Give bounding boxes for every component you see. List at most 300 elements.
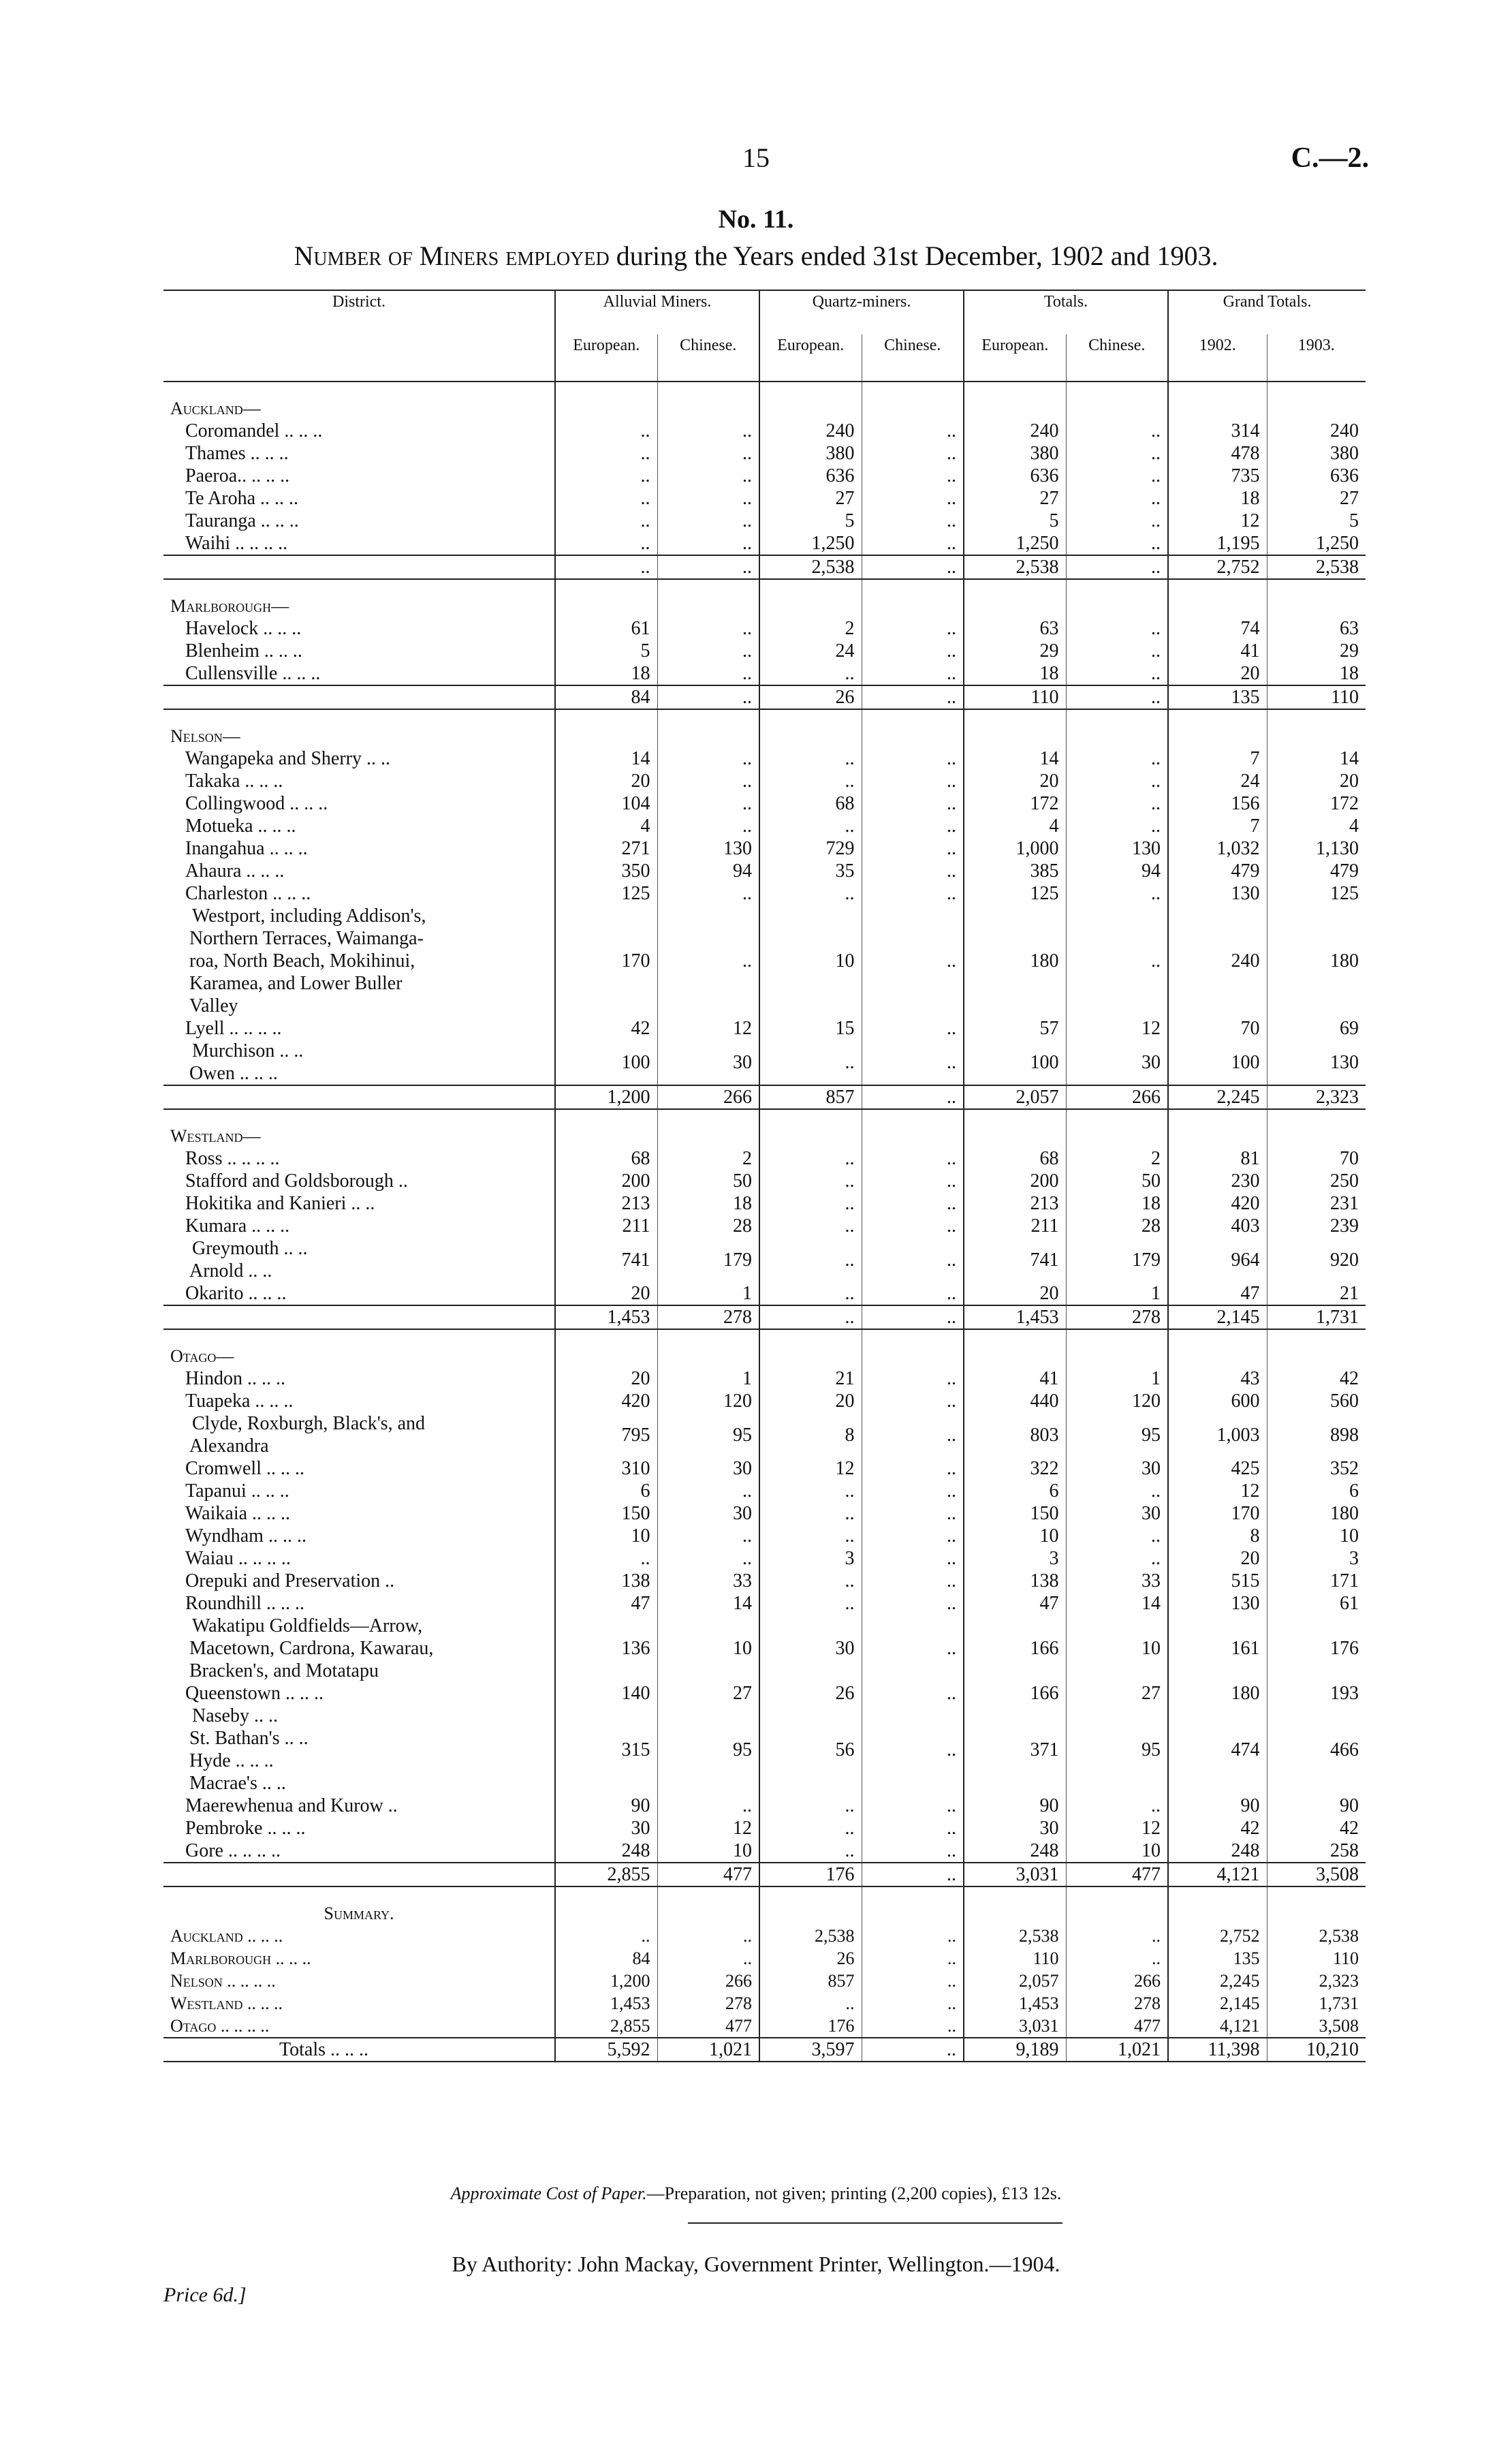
cell: .. [759,1192,862,1215]
cell: 14 [1340,748,1359,769]
header-1902: 1902. [1168,335,1267,382]
cell: 8 [1168,1525,1267,1547]
cell: .. [657,442,759,465]
cell: 5 [964,510,1066,532]
cell: .. [555,555,657,579]
cell: 248 [555,1839,657,1863]
cell: 10 [657,1615,759,1682]
subtotal-row [163,1863,1366,1886]
cell: 176 [759,1863,862,1886]
district-line: Macrae's .. .. [189,1773,286,1794]
cell: 1,250 [964,532,1066,555]
cell: .. [759,1480,862,1502]
header-alluvial-chinese: Chinese. [657,335,759,382]
cell: 479 [1330,860,1359,882]
cell: 5 [555,640,657,662]
cell: 4 [555,815,657,837]
table-row [163,1147,1366,1170]
cell: 30 [657,1040,759,1085]
district-name: Tauranga .. .. .. [163,510,555,532]
cell: 8 [759,1412,862,1457]
cell: 2,752 [1168,1925,1267,1947]
cell: 74 [1168,617,1267,640]
cell: 3 [759,1547,862,1570]
header-totals-chinese: Chinese. [1066,335,1168,382]
district-name: Wangapeka and Sherry .. .. [163,747,555,770]
subtotal-row [163,1305,1366,1329]
district-name: Takaka .. .. .. [163,770,555,792]
cell: 2,323 [1267,1085,1366,1109]
cell: 1,000 [964,837,1066,860]
cell: 477 [1066,1863,1168,1886]
subtotal-row [163,685,1366,709]
summary-heading [163,1902,1366,1925]
table-row [163,1367,1366,1390]
summary-district: Marlborough .. .. .. [163,1947,555,1970]
cell: 403 [1168,1215,1267,1237]
cell: 3,031 [964,1863,1066,1886]
cell: 61 [555,617,657,640]
cell: 857 [759,1970,862,1992]
cell: 170 [555,905,657,1017]
cell: 315 [555,1705,657,1795]
table-body [163,382,1366,2062]
cell: .. [862,1305,964,1329]
cell: .. [759,747,862,770]
cell: .. [657,1480,759,1502]
cell: 1,200 [555,1085,657,1109]
cell: 2,057 [964,1970,1066,1992]
header-quartz-chinese: Chinese. [862,335,964,382]
summary-district: Nelson .. .. .. .. [163,1970,555,1992]
cell: 69 [1340,1018,1359,1039]
cell: 380 [964,442,1066,465]
cell: 1,453 [964,1992,1066,2015]
cell: 231 [1330,1193,1359,1214]
cell: 50 [1066,1170,1168,1192]
district-name: Hindon .. .. .. [163,1367,555,1390]
cell: .. [657,770,759,792]
cell: 477 [657,2015,759,2038]
cell: 20 [555,1282,657,1305]
cell: 3 [1349,1548,1359,1569]
cell: .. [862,1970,964,1992]
cell: 3,597 [759,2038,862,2062]
table-row [163,1017,1366,1040]
cell: 2,145 [1168,1992,1267,2015]
cell: 271 [555,837,657,860]
cell: 2,323 [1319,1971,1359,1991]
cell: 14 [555,747,657,770]
cell: 248 [1168,1839,1267,1863]
cell: .. [862,1839,964,1863]
cell: 68 [759,792,862,815]
header-alluvial: Alluvial Miners. [555,290,759,335]
cell: 1 [1066,1282,1168,1305]
cell: .. [862,662,964,685]
cell: 2 [759,617,862,640]
cost-label: Approximate Cost of Paper. [450,2184,647,2203]
cell: 2,538 [759,555,862,579]
cell: 1 [1066,1367,1168,1390]
district-name [163,1705,555,1795]
cell: 4,121 [1168,2015,1267,2038]
district-name: Coromandel .. .. .. [163,420,555,442]
cell: 110 [964,685,1066,709]
cell: .. [862,1192,964,1215]
cell: 11,398 [1168,2038,1267,2062]
cell: 15 [759,1017,862,1040]
cell: 4,121 [1168,1863,1267,1886]
table-row [163,420,1366,442]
cost-note [0,2184,1512,2204]
cell: 26 [759,1947,862,1970]
cell: .. [657,685,759,709]
cell: .. [862,1525,964,1547]
cell: 94 [1066,860,1168,882]
cell: .. [759,1305,862,1329]
district-name: Te Aroha .. .. .. [163,487,555,510]
cell: 20 [964,1282,1066,1305]
district-name: Queenstown .. .. .. [163,1682,555,1705]
district-name: Thames .. .. .. [163,442,555,465]
district-line: Naseby .. .. [192,1705,278,1726]
cell: 24 [1168,770,1267,792]
cell: 24 [759,640,862,662]
header-totals: Totals. [964,290,1168,335]
table-row [163,1615,1366,1682]
district-line: Greymouth .. .. [192,1238,308,1259]
cell: 474 [1168,1705,1267,1795]
cell: .. [759,1215,862,1237]
district-name: Charleston .. .. .. [163,882,555,905]
cell: 10 [555,1525,657,1547]
cell: 735 [1168,465,1267,487]
cell: 21 [1340,1283,1359,1304]
cell: .. [657,1925,759,1947]
cell: .. [555,420,657,442]
cell: 12 [657,1817,759,1839]
cell: .. [862,555,964,579]
spacer-row [163,382,1366,397]
district-name [163,1615,555,1682]
cell: 18 [964,662,1066,685]
table-row [163,815,1366,837]
cell: .. [862,532,964,555]
cell: 278 [1066,1305,1168,1329]
cell: 104 [555,792,657,815]
cell: 7 [1168,747,1267,770]
cell: .. [1066,555,1168,579]
cell: 239 [1330,1215,1359,1237]
district-name: Lyell .. .. .. .. [163,1017,555,1040]
table-row [163,510,1366,532]
cell: 29 [964,640,1066,662]
cell: .. [555,465,657,487]
cell: 125 [964,882,1066,905]
cell: 26 [759,685,862,709]
table-row [163,465,1366,487]
table-row [163,837,1366,860]
cell: .. [657,747,759,770]
cost-text: —Preparation, not given; printing (2,200 copies), £13 12s. [646,2184,1062,2203]
cell: 240 [759,420,862,442]
cell: 3 [964,1547,1066,1570]
cell: 803 [964,1412,1066,1457]
summary-district: Westland .. .. .. [163,1992,555,2015]
cell: 1,250 [1316,533,1359,554]
cell: .. [862,617,964,640]
district-line: Murchison .. .. [192,1040,304,1061]
cell: 352 [1330,1458,1359,1479]
cell: 20 [964,770,1066,792]
footer-rule [688,2222,1062,2224]
table-row [163,1457,1366,1480]
cell: 741 [555,1237,657,1282]
cell: 230 [1168,1170,1267,1192]
cell: .. [657,555,759,579]
cell: .. [759,815,862,837]
table-row [163,1682,1366,1705]
cell: 26 [759,1682,862,1705]
cell: .. [862,1480,964,1502]
spacer-row [163,579,1366,595]
cell: 70 [1340,1148,1359,1169]
cell: 1,195 [1168,532,1267,555]
table-row [163,1705,1366,1795]
cell: .. [862,465,964,487]
miners-table [163,290,1366,2062]
district-name [163,905,555,1017]
cell: 90 [1168,1795,1267,1817]
spacer-row [163,709,1366,725]
cell: 90 [964,1795,1066,1817]
cell: .. [657,1525,759,1547]
cell: 20 [1168,662,1267,685]
table-row [163,442,1366,465]
cell: .. [1066,685,1168,709]
cell: 18 [1168,487,1267,510]
cell: 1,731 [1319,1993,1359,2013]
cell: 12 [1066,1017,1168,1040]
district-line: Westport, including Addison's, [192,905,426,927]
cell: .. [657,465,759,487]
cell: 266 [657,1970,759,1992]
cell: .. [657,815,759,837]
cell: 920 [1330,1249,1359,1271]
district-name: Waiau .. .. .. .. [163,1547,555,1570]
summary-row [163,1970,1366,1992]
table-row [163,1795,1366,1817]
cell: .. [759,1282,862,1305]
cell: 2,145 [1168,1305,1267,1329]
cell: .. [657,1947,759,1970]
cell: .. [862,1947,964,1970]
cell: 30 [964,1817,1066,1839]
cell: 27 [657,1682,759,1705]
cell: .. [555,442,657,465]
cell: 42 [555,1017,657,1040]
cell: 33 [1066,1570,1168,1592]
cell: 166 [964,1682,1066,1705]
cell: 964 [1168,1237,1267,1282]
cell: 266 [1066,1970,1168,1992]
cell: 2 [657,1147,759,1170]
cell: 172 [1330,793,1359,814]
district-name: Hokitika and Kanieri .. .. [163,1192,555,1215]
district-name: Motueka .. .. .. [163,815,555,837]
cell: 138 [964,1570,1066,1592]
cell: 211 [964,1215,1066,1237]
cell: 63 [964,617,1066,640]
price: Price 6d.] [163,2284,247,2306]
cell: 61 [1340,1593,1359,1614]
cell: .. [862,792,964,815]
district-name: Blenheim .. .. .. [163,640,555,662]
cell: 84 [555,685,657,709]
cell: 90 [555,1795,657,1817]
header-1903: 1903. [1267,335,1366,382]
cell: 7 [1168,815,1267,837]
cell: 193 [1330,1683,1359,1704]
cell: 28 [657,1215,759,1237]
cell: 47 [555,1592,657,1615]
cell: 27 [1066,1682,1168,1705]
cell: .. [1066,882,1168,905]
cell: 380 [759,442,862,465]
cell: .. [657,420,759,442]
district-line: Hyde .. .. .. [189,1750,274,1771]
district-name: Maerewhenua and Kurow .. [163,1795,555,1817]
district-name: Ahaura .. .. .. [163,860,555,882]
cell: .. [862,1367,964,1390]
group-heading [163,1125,1366,1147]
table-row [163,1215,1366,1237]
cell: .. [759,1040,862,1085]
table-row [163,747,1366,770]
cell: 18 [1066,1192,1168,1215]
header-quartz: Quartz-miners. [759,290,964,335]
cell: 84 [555,1947,657,1970]
cell: 380 [1330,443,1359,464]
cell: 130 [1330,1051,1359,1073]
cell: 250 [1330,1170,1359,1192]
cell: .. [759,1592,862,1615]
group-heading [163,397,1366,420]
cell: .. [1066,532,1168,555]
cell: 100 [964,1040,1066,1085]
cell: 180 [964,905,1066,1017]
cell: .. [1066,1525,1168,1547]
table-row [163,1839,1366,1863]
cell: 12 [1066,1817,1168,1839]
cell: 10 [1340,1525,1359,1547]
cell: 466 [1330,1739,1359,1760]
cell: 135 [1168,685,1267,709]
cell: 42 [1340,1818,1359,1839]
totals-row [163,2038,1366,2062]
cell: 322 [964,1457,1066,1480]
page-number: 15 [742,142,770,173]
district-line: Arnold .. .. [189,1260,272,1282]
cell: 12 [759,1457,862,1480]
cell: 857 [759,1085,862,1109]
cell: 110 [1332,1948,1359,1968]
cell: 9,189 [964,2038,1066,2062]
district-name: Ross .. .. .. .. [163,1147,555,1170]
cell: 10 [964,1525,1066,1547]
cell: .. [1066,1947,1168,1970]
cell: 130 [1066,837,1168,860]
cell: 176 [759,2015,862,2038]
cell: 211 [555,1215,657,1237]
cell: 2,855 [555,2015,657,2038]
spacer-row [163,1886,1366,1902]
cell: .. [759,1839,862,1863]
cell: 1,453 [555,1992,657,2015]
cell: .. [759,1795,862,1817]
cell: 29 [1340,640,1359,662]
cell: 95 [1066,1412,1168,1457]
cell: 20 [555,1367,657,1390]
cell: 1,453 [555,1305,657,1329]
cell: .. [1066,905,1168,1017]
cell: 12 [1168,1480,1267,1502]
cell: 10 [759,905,862,1017]
title-smallcaps: Number of Miners employed [294,240,610,271]
cell: .. [1066,442,1168,465]
cell: 200 [964,1170,1066,1192]
cell: .. [1066,1925,1168,1947]
cell: 6 [964,1480,1066,1502]
cell: .. [1066,662,1168,685]
table-row [163,1282,1366,1305]
district-name: Wyndham .. .. .. [163,1525,555,1547]
cell: 213 [555,1192,657,1215]
summary-row [163,1947,1366,1970]
table-row [163,617,1366,640]
cell: 477 [657,1863,759,1886]
cell: 30 [1066,1457,1168,1480]
cell: .. [657,487,759,510]
cell: 135 [1168,1947,1267,1970]
cell: 110 [964,1947,1066,1970]
district-name: Orepuki and Preservation .. [163,1570,555,1592]
cell: .. [862,770,964,792]
cell: 425 [1168,1457,1267,1480]
table-row [163,860,1366,882]
cell: 2,538 [964,555,1066,579]
summary-district: Auckland .. .. .. [163,1925,555,1947]
cell: .. [1066,510,1168,532]
cell: 30 [657,1502,759,1525]
cell: 63 [1340,618,1359,639]
cell: 130 [657,837,759,860]
cell: .. [1066,1480,1168,1502]
cell: 30 [1066,1502,1168,1525]
cell: .. [759,1502,862,1525]
cell: 479 [1168,860,1267,882]
cell: 278 [657,1992,759,2015]
cell: 5,592 [555,2038,657,2062]
cell: 2,057 [964,1085,1066,1109]
cell: .. [759,1170,862,1192]
cell: .. [862,2015,964,2038]
cell: 1,250 [759,532,862,555]
cell: .. [862,1682,964,1705]
cell: 30 [555,1817,657,1839]
cell: .. [657,1547,759,1570]
